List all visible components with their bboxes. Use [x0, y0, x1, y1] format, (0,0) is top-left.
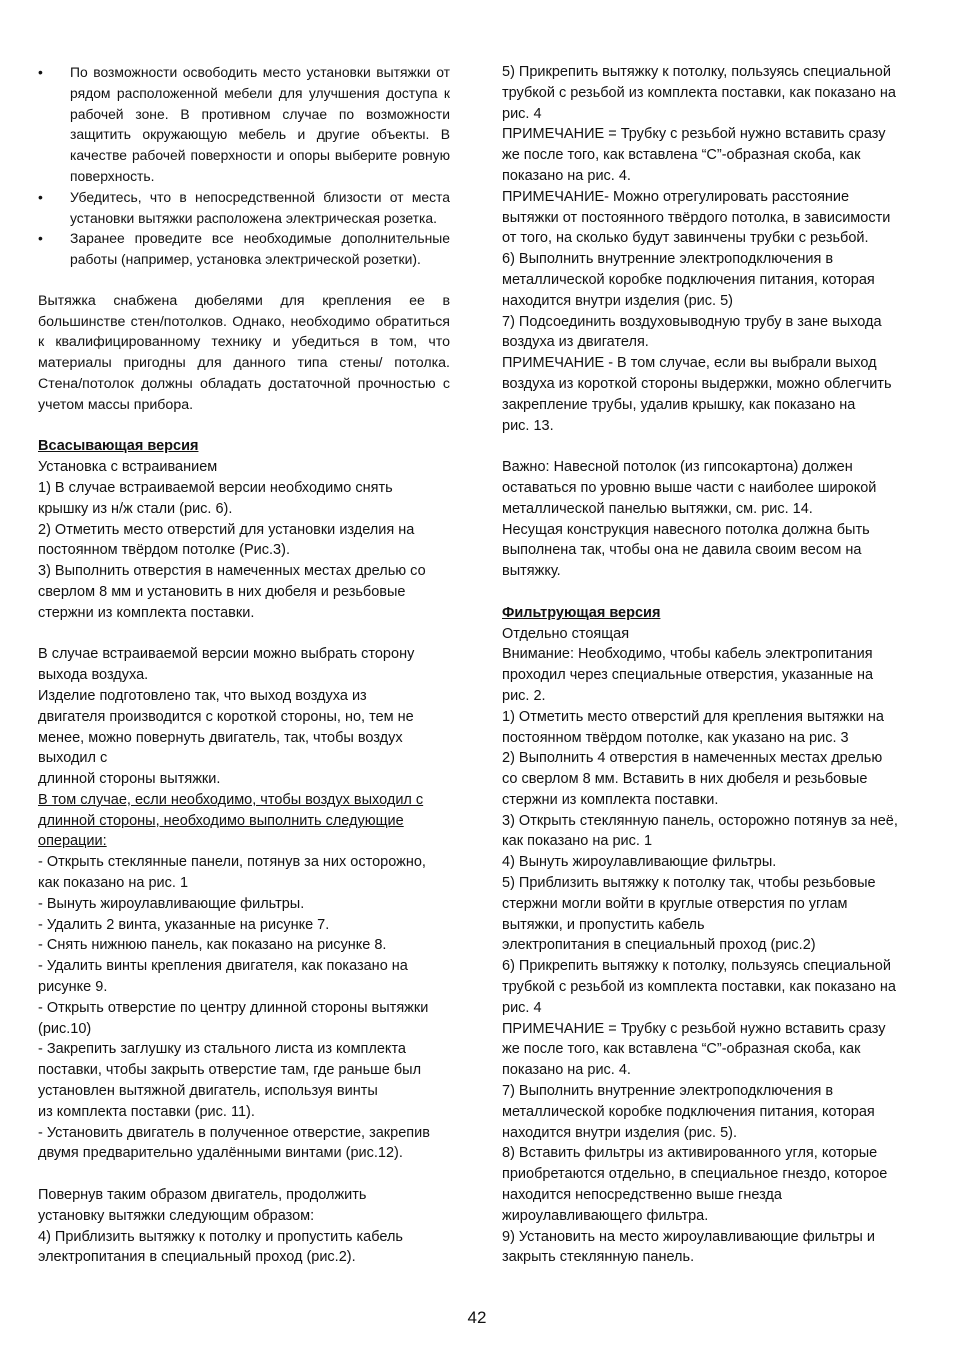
text-line: - Снять нижнюю панель, как показано на рисунке 8.: [38, 937, 387, 954]
text-line: жироулавливающего фильтра.: [502, 1207, 709, 1224]
underlined-note: [38, 790, 450, 852]
text-line: Отдельно стоящая: [502, 625, 630, 642]
text-line: проходил через специальные отверстия, указанные на: [502, 667, 874, 684]
text-line: выходил с: [38, 750, 108, 767]
text-line: воздуха из двигателя.: [502, 334, 649, 351]
page-number: 42: [467, 1308, 487, 1327]
text-line: ПРИМЕЧАНИЕ = Трубку с резьбой нужно вставить сразу: [502, 126, 886, 143]
text-line: Внимание: Необходимо, чтобы кабель электропитания: [502, 646, 873, 663]
text-line: рис. 4: [502, 105, 542, 122]
bullet-list: [38, 62, 450, 270]
text-line: - Удалить 2 винта, указанные на рисунке 7.: [38, 916, 330, 933]
continue-paragraph: [38, 1185, 450, 1268]
text-line: 9) Установить на место жироулавливающие фильтры и: [502, 1228, 875, 1245]
text-line: 2) Выполнить 4 отверстия в намеченных местах дрелью: [502, 750, 883, 767]
text-line: находится непосредственно выше гнезда: [502, 1187, 782, 1204]
text-line: 6) Прикрепить вытяжку к потолку, пользуясь специальной: [502, 958, 891, 975]
text-line: металлической панелью вытяжки, см. рис. 14.: [502, 500, 813, 517]
text-line: В случае встраиваемой версии можно выбрать сторону: [38, 646, 415, 663]
text-line: ПРИМЕЧАНИЕ - В том случае, если вы выбрали выход: [502, 355, 877, 372]
text-line: - Открыть отверстие по центру длинной стороны вытяжки: [38, 999, 429, 1016]
text-line: 2) Отметить место отверстий для установки изделия на: [38, 521, 415, 538]
text-line: показано на рис. 4.: [502, 1062, 631, 1079]
text-line: как показано на рис. 1: [502, 833, 653, 850]
text-line: закрыть стеклянную панель.: [502, 1249, 695, 1266]
text-line: Установка с встраиванием: [38, 459, 218, 476]
text-line: металлической коробке подключения питания, которая: [502, 271, 875, 288]
text-line: вытяжку.: [502, 563, 561, 580]
text-line: выхода воздуха.: [38, 667, 149, 684]
text-line: сверлом 8 мм и установить в них дюбеля и резьбовые: [38, 583, 406, 600]
text-line: стержни могли войти в круглые отверстия по углам: [502, 895, 848, 912]
text-line: поставки, чтобы закрыть отверстие там, где раньше был: [38, 1062, 422, 1079]
section-heading-suction: Всасывающая версия: [38, 438, 199, 455]
text-line: как показано на рис. 1: [38, 875, 189, 892]
outlet-paragraph: [38, 644, 450, 790]
text-line: установлен вытяжной двигатель, используя винты: [38, 1083, 378, 1100]
section-heading-filter: Фильтрующая версия: [502, 604, 661, 621]
text-line: длинной стороны вытяжки.: [38, 771, 221, 788]
text-line: трубкой с резьбой из комплекта поставки, как показано на: [502, 84, 896, 101]
text-line: из комплекта поставки (рис. 11).: [38, 1103, 255, 1120]
text-line: рис. 13.: [502, 417, 554, 434]
text-line: 4) Приблизить вытяжку к потолку и пропустить кабель: [38, 1228, 403, 1245]
text-line: 8) Вставить фильтры из активированного угля, которые: [502, 1145, 878, 1162]
text-line: 1) В случае встраиваемой версии необходимо снять: [38, 479, 393, 496]
text-line: рисунке 9.: [38, 979, 108, 996]
text-line: - Установить двигатель в полученное отверстие, закрепив: [38, 1124, 430, 1141]
intro-paragraph: Вытяжка снабжена дюбелями для крепления ее в большинстве стен/потолков. Однако, необходимо обратиться к квалифицированному технику и убедиться в том, что материалы пригодны для данного типа стены/ потолка. Стена/потолок должны обладать достаточной прочностью с учетом массы прибора.: [38, 292, 450, 413]
text-line: 1) Отметить место отверстий для крепления вытяжки на: [502, 708, 884, 725]
text-line: 3) Открыть стеклянную панель, осторожно потянув за неё,: [502, 812, 898, 829]
text-line: трубкой с резьбой из комплекта поставки, как показано на: [502, 979, 896, 996]
text-line: вытяжки от постоянного твёрдого потолка, в зависимости: [502, 209, 891, 226]
left-column: [38, 62, 450, 1268]
text-line: - Вынуть жироулавливающие фильтры.: [38, 895, 305, 912]
text-line: постоянном твёрдом потолке (Рис.3).: [38, 542, 290, 559]
ceiling-note: [502, 457, 912, 582]
text-line: рис. 4: [502, 999, 542, 1016]
text-line: же после того, как вставлена “С”-образная скоба, как: [502, 1041, 861, 1058]
text-line: же после того, как вставлена “С”-образная скоба, как: [502, 147, 861, 164]
text-line: стержни из комплекта поставки.: [38, 604, 255, 621]
text-line: вытяжки, и пропустить кабель: [502, 916, 705, 933]
bullet-item: • Убедитесь, что в непосредственной близости от места установки вытяжки расположена электрическая розетка.: [38, 187, 450, 229]
text-line: 5) Прикрепить вытяжку к потолку, пользуясь специальной: [502, 64, 891, 80]
text-line: двумя предварительно удалёнными винтами (рис.12).: [38, 1145, 403, 1162]
text-line: находится внутри изделия (рис. 5): [502, 292, 733, 309]
suction-steps: [38, 457, 450, 623]
text-line: электропитания в специальный проход (рис.2): [502, 937, 816, 954]
text-line: - Удалить винты крепления двигателя, как показано на: [38, 958, 408, 975]
text-line: стержни из комплекта поставки.: [502, 791, 719, 808]
bullet-item: • По возможности освободить место установки вытяжки от рядом расположенной мебели для улучшения доступа к рабочей зоне. В противном случае по возможности защитить окружающую мебель и другие объекты. В качестве рабочей поверхности и опоры выберите ровную поверхность.: [38, 62, 450, 187]
text-line: со сверлом 8 мм. Вставить в них дюбеля и резьбовые: [502, 771, 868, 788]
text-line: 7) Подсоединить воздуховыводную трубу в зане выхода: [502, 313, 882, 330]
text-line: показано на рис. 4.: [502, 167, 631, 184]
text-line: крышку из н/ж стали (рис. 6).: [38, 500, 233, 517]
text-line: металлической коробке подключения питания, которая: [502, 1103, 875, 1120]
text-line: ПРИМЕЧАНИЕ = Трубку с резьбой нужно вставить сразу: [502, 1020, 886, 1037]
text-line: Несущая конструкция навесного потолка должна быть: [502, 521, 870, 538]
text-line: приобретаются отдельно, в специальное гнездо, которое: [502, 1166, 888, 1183]
text-line: - Закрепить заглушку из стального листа из комплекта: [38, 1041, 406, 1058]
text-line: рис. 2.: [502, 687, 546, 704]
text-line: электропитания в специальный проход (рис.2).: [38, 1249, 356, 1266]
text-line: 3) Выполнить отверстия в намеченных местах дрелью со: [38, 563, 426, 580]
text-line: двигателя производится с короткой стороны, но, тем не: [38, 708, 414, 725]
text-line: 4) Вынуть жироулавливающие фильтры.: [502, 854, 777, 871]
text-line: Изделие подготовлено так, что выход воздуха из: [38, 687, 367, 704]
text-line: 7) Выполнить внутренние электроподключения в: [502, 1083, 834, 1100]
motor-operations: [38, 852, 450, 1164]
text-line: - Открыть стеклянные панели, потянув за них осторожно,: [38, 854, 426, 871]
filter-steps: [502, 624, 912, 1269]
text-line: выполнена так, чтобы она не давила своим весом на: [502, 542, 862, 559]
text-line: (рис.10): [38, 1020, 92, 1037]
text-line: операции:: [38, 833, 107, 850]
text-line: 6) Выполнить внутренние электроподключения в: [502, 251, 834, 268]
text-line: от того, на сколько будут завинчены трубки с резьбой.: [502, 230, 869, 247]
text-line: постоянном твёрдом потолке, как указано на рис. 3: [502, 729, 849, 746]
text-line: менее, можно повернуть двигатель, так, чтобы воздух: [38, 729, 403, 746]
text-line: оставаться по уровню выше части с наиболее широкой: [502, 479, 877, 496]
text-line: находится внутри изделия (рис. 5).: [502, 1124, 738, 1141]
text-line: 5) Приблизить вытяжку к потолку так, чтобы резьбовые: [502, 875, 876, 892]
text-line: Важно: Навесной потолок (из гипсокартона) должен: [502, 459, 853, 476]
bullet-item: • Заранее проведите все необходимые дополнительные работы (например, установка электрической розетки).: [38, 228, 450, 270]
text-line: установку вытяжки следующим образом:: [38, 1207, 315, 1224]
text-line: ПРИМЕЧАНИЕ- Можно отрегулировать расстояние: [502, 188, 850, 205]
right-column: [502, 62, 912, 1268]
text-line: закрепление трубы, удалив крышку, как показано на: [502, 396, 856, 413]
mounting-steps: [502, 62, 912, 436]
text-line: В том случае, если необходимо, чтобы воздух выходил с: [38, 791, 424, 808]
text-line: Повернув таким образом двигатель, продолжить: [38, 1187, 367, 1204]
text-line: длинной стороны, необходимо выполнить следующие: [38, 812, 404, 829]
text-line: воздуха из короткой стороны выдержки, можно облегчить: [502, 375, 892, 392]
